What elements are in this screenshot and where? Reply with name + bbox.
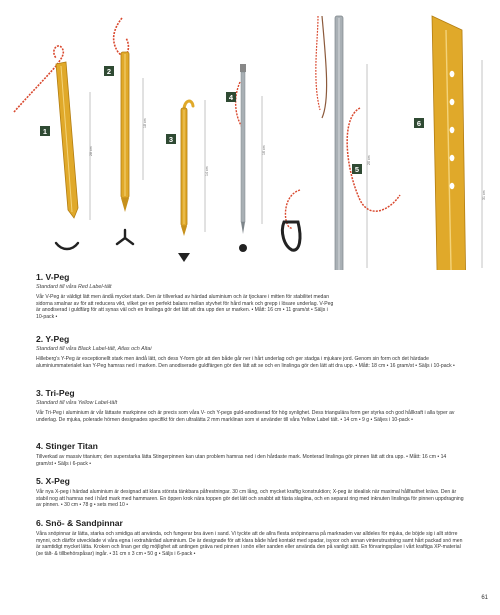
section-title: 1. V-Peg	[36, 272, 70, 282]
dim-5: 20 cm	[367, 155, 371, 165]
peg-tag-6	[414, 118, 424, 128]
peg-tag-1	[40, 126, 50, 136]
section-body: Vår nya X-peg i härdad aluminium är designad att klara största tänkbara påfrestningar. 30 cm lång, och mycket kraftig konstruktion; X-peg är idealisk när maximal hållfasthet krävs. Den är stabil nog att hamras ned i hård mark med hammaren. En öppen krok nära toppen gör det lätt och snabbt att fästa slagiina, och en separat ring med inknuten linslinga för pinnen uppdragning av pinnen. • 30 cm • 78 g • sets med 10 •	[36, 489, 464, 509]
section-title: 4. Stinger Titan	[36, 441, 98, 451]
tent-pegs-figure	[0, 0, 500, 270]
section-title: 6. Snö- & Sandpinnar	[36, 518, 123, 528]
section-subtitle: Standard till våra Black Label-tält, Atlas och Altai	[36, 346, 152, 352]
peg-tag-2	[104, 66, 114, 76]
section-subtitle: Standard till våra Red Label-tält	[36, 284, 112, 290]
section-x-peg	[36, 476, 464, 509]
section-body: Vår V-Peg är väldigt lätt men ändå mycket stark. Den är tillverkad av härdad aluminium och är tjockare i mitten för stabilitet medan sidorna smalnar av för att reducera vikt, vilket ger en perfekt balans mellan styvhet för hård mark och grepp i lösare underlag. V-Peg är anodiserad i guldfärg för att synas väl och en linslinga gör det lätt att dra upp den ur marken. • Mått: 16 cm • 11 gram/st • Säljs i 10-pack •	[36, 294, 334, 320]
dim-1: 28 cm	[89, 146, 93, 156]
dim-6: 31 cm	[482, 190, 486, 200]
stinger-peg-image	[236, 64, 247, 252]
y-peg-image	[114, 18, 133, 244]
peg-tag-4-label: 4	[228, 93, 234, 102]
peg-tag-5-label: 5	[354, 165, 360, 174]
dim-3: 14 cm	[205, 166, 209, 176]
peg-tag-3-label: 3	[168, 135, 174, 144]
section-body: Tillverkad av massiv titanium; den superstarka lätta Stingerpinnen kan utan problem hamras ned i den hårdaste mark. Monterad linslinga gör pinnen lätt att dra upp. • Mått: 16 cm • 14 gram/st • Säljs i 6-pack •	[36, 454, 447, 467]
section-stinger-titan	[36, 441, 464, 467]
section-snow-sand-pegs	[36, 518, 464, 557]
peg-tag-2-label: 2	[106, 67, 112, 76]
snow-sand-peg-image	[347, 16, 476, 270]
section-body: Våra snöpinnar är lätta, starka och smidiga att använda, och fungerar bra även i sand. Vi tyckte att de allra flesta snöpinnarna på marknaden var alldeles för mjuka, de böjde sig i allt större mynni, och därför utvecklade vi våra egna i extrahärdad aluminium. De är designade för att klara både hård kontakt med spadar, isyxor och annan vinterutrustning samt hårt packad snö men är samtidigt mycket lätta. Kroken och linan ger dig möjlighet att antingen gräva ned pinnen i snön eller sanden eller använda den på vanligt sätt. En förvaringspåse i vårt kraftiga XP-material (se tält- & tillbehörspåsar) ingår. • 31 cm x 3 cm • 50 g • Säljs i 6-pack •	[36, 531, 463, 557]
section-tri-peg	[36, 388, 464, 423]
page-number: 61	[481, 595, 488, 601]
section-body: Hilleberg’s Y-Peg är exceptionellt stark men ändå lätt, och dess Y-form gör att den både går ner i hårt underlag och ger stadga i mjukare jord. Genom sin form och det härdade aluminiummaterialet kan Y-Peg hamras ned i marken. Den anodiserade guldfärgen gör den lätt att se och en linslinga gör den lätt att dra upp. • Mått: 18 cm • 16 gram/st • Säljs i 10-pack •	[36, 356, 455, 369]
peg-tag-6-label: 6	[416, 119, 422, 128]
section-v-peg	[36, 272, 464, 320]
section-title: 3. Tri-Peg	[36, 388, 75, 398]
peg-tag-3	[166, 134, 176, 144]
section-subtitle: Standard till våra Yellow Label-tält	[36, 400, 118, 406]
dim-2: 18 cm	[143, 118, 147, 128]
dim-4: 16 cm	[262, 145, 266, 155]
v-peg-image	[14, 46, 78, 249]
x-peg-image	[282, 16, 347, 270]
tri-peg-image	[178, 101, 193, 262]
section-body: Vår Tri-Peg i aluminium är vår lättaste markpinne och är precis som våra V- och Y-pegs guld-anodiserad för hög synlighet. Dess triangulära form ger styrka och god hållkraft i alla typer av underlag. De mjuka, polerade hörnen designades specifikt för den ultralätta 2 mm marklinan som vi använder till våra Yellow Label tält. • 14 cm • 9 g • Säljes i 10-pack •	[36, 410, 455, 423]
section-title: 5. X-Peg	[36, 476, 70, 486]
section-title: 2. Y-Peg	[36, 334, 70, 344]
section-y-peg	[36, 334, 464, 369]
peg-tag-5	[352, 164, 362, 174]
peg-tag-1-label: 1	[42, 127, 48, 136]
peg-tag-4	[226, 92, 236, 102]
